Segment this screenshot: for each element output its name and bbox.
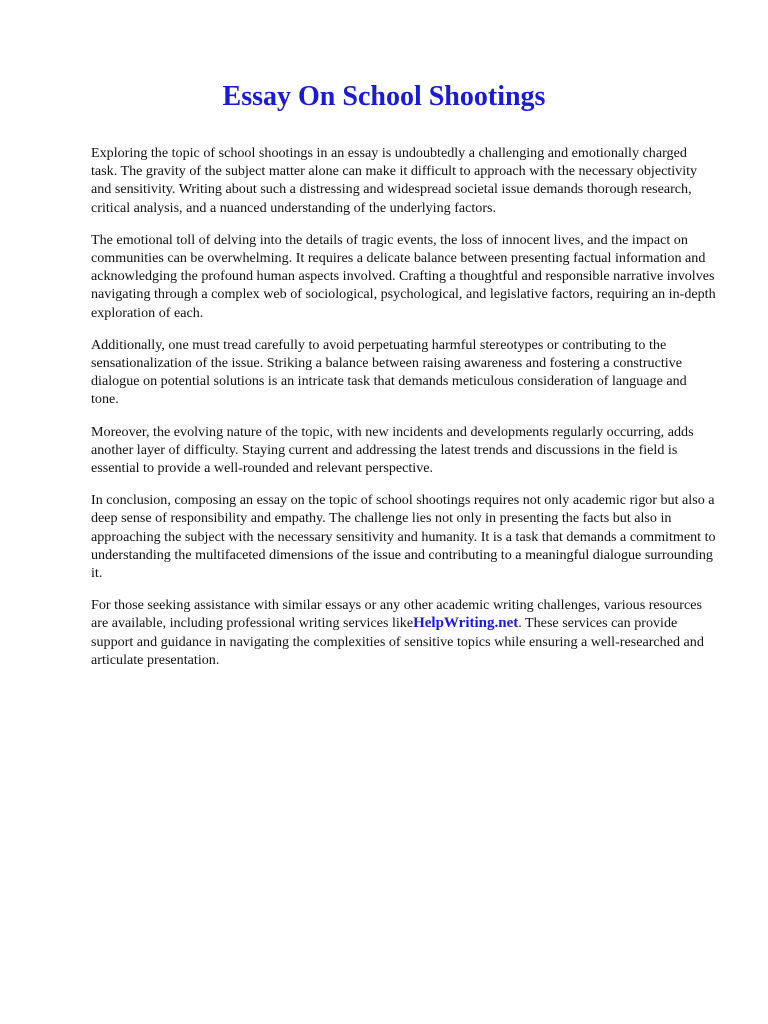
- paragraph-6-text-after-link: . These services can provide support and guidance in navigating the complexities of sensitive topics while ensuring a well-researched and articulate presentation.: [91, 615, 704, 668]
- helpwriting-link[interactable]: HelpWriting.net: [413, 615, 519, 632]
- paragraph-5: In conclusion, composing an essay on the topic of school shootings requires not only academic rigor but also a deep sense of responsibility and empathy. The challenge lies not only in presenting the facts but also in approaching the subject with the necessary sensitivity and humanity. It is a task that demands a commitment to understanding the multifaceted dimensions of the issue and contributing to a meaningful dialogue surrounding it.: [91, 492, 716, 582]
- paragraph-6: [91, 596, 716, 669]
- document-body: [91, 144, 716, 669]
- paragraph-1: Exploring the topic of school shootings in an essay is undoubtedly a challenging and emotionally charged task. The gravity of the subject matter alone can make it difficult to approach with the necessary objectivity and sensitivity. Writing about such a distressing and widespread societal issue demands thorough research, critical analysis, and a nuanced understanding of the underlying factors.: [91, 145, 698, 216]
- paragraph-2: The emotional toll of delving into the details of tragic events, the loss of innocent lives, and the impact on communities can be overwhelming. It requires a delicate balance between presenting factual information and acknowledging the profound human aspects involved. Crafting a thoughtful and responsible narrative involves navigating through a complex web of sociological, psychological, and legislative factors, requiring an in-depth exploration of each.: [91, 231, 716, 321]
- paragraph-3: Additionally, one must tread carefully to avoid perpetuating harmful stereotypes or contributing to the sensationalization of the issue. Striking a balance between raising awareness and fostering a constructive dialogue on potential solutions is an intricate task that demands meticulous consideration of language and tone.: [91, 336, 687, 408]
- paragraph-6-text-before-link: For those seeking assistance with similar essays or any other academic writing challenges, various resources are available, including professional writing services like: [91, 597, 702, 632]
- document-title: Essay On School Shootings: [222, 81, 546, 112]
- paragraph-4: Moreover, the evolving nature of the topic, with new incidents and developments regularly occurring, adds another layer of difficulty. Staying current and addressing the latest trends and discussions in the field is essential to provide a well-rounded and relevant perspective.: [91, 423, 694, 477]
